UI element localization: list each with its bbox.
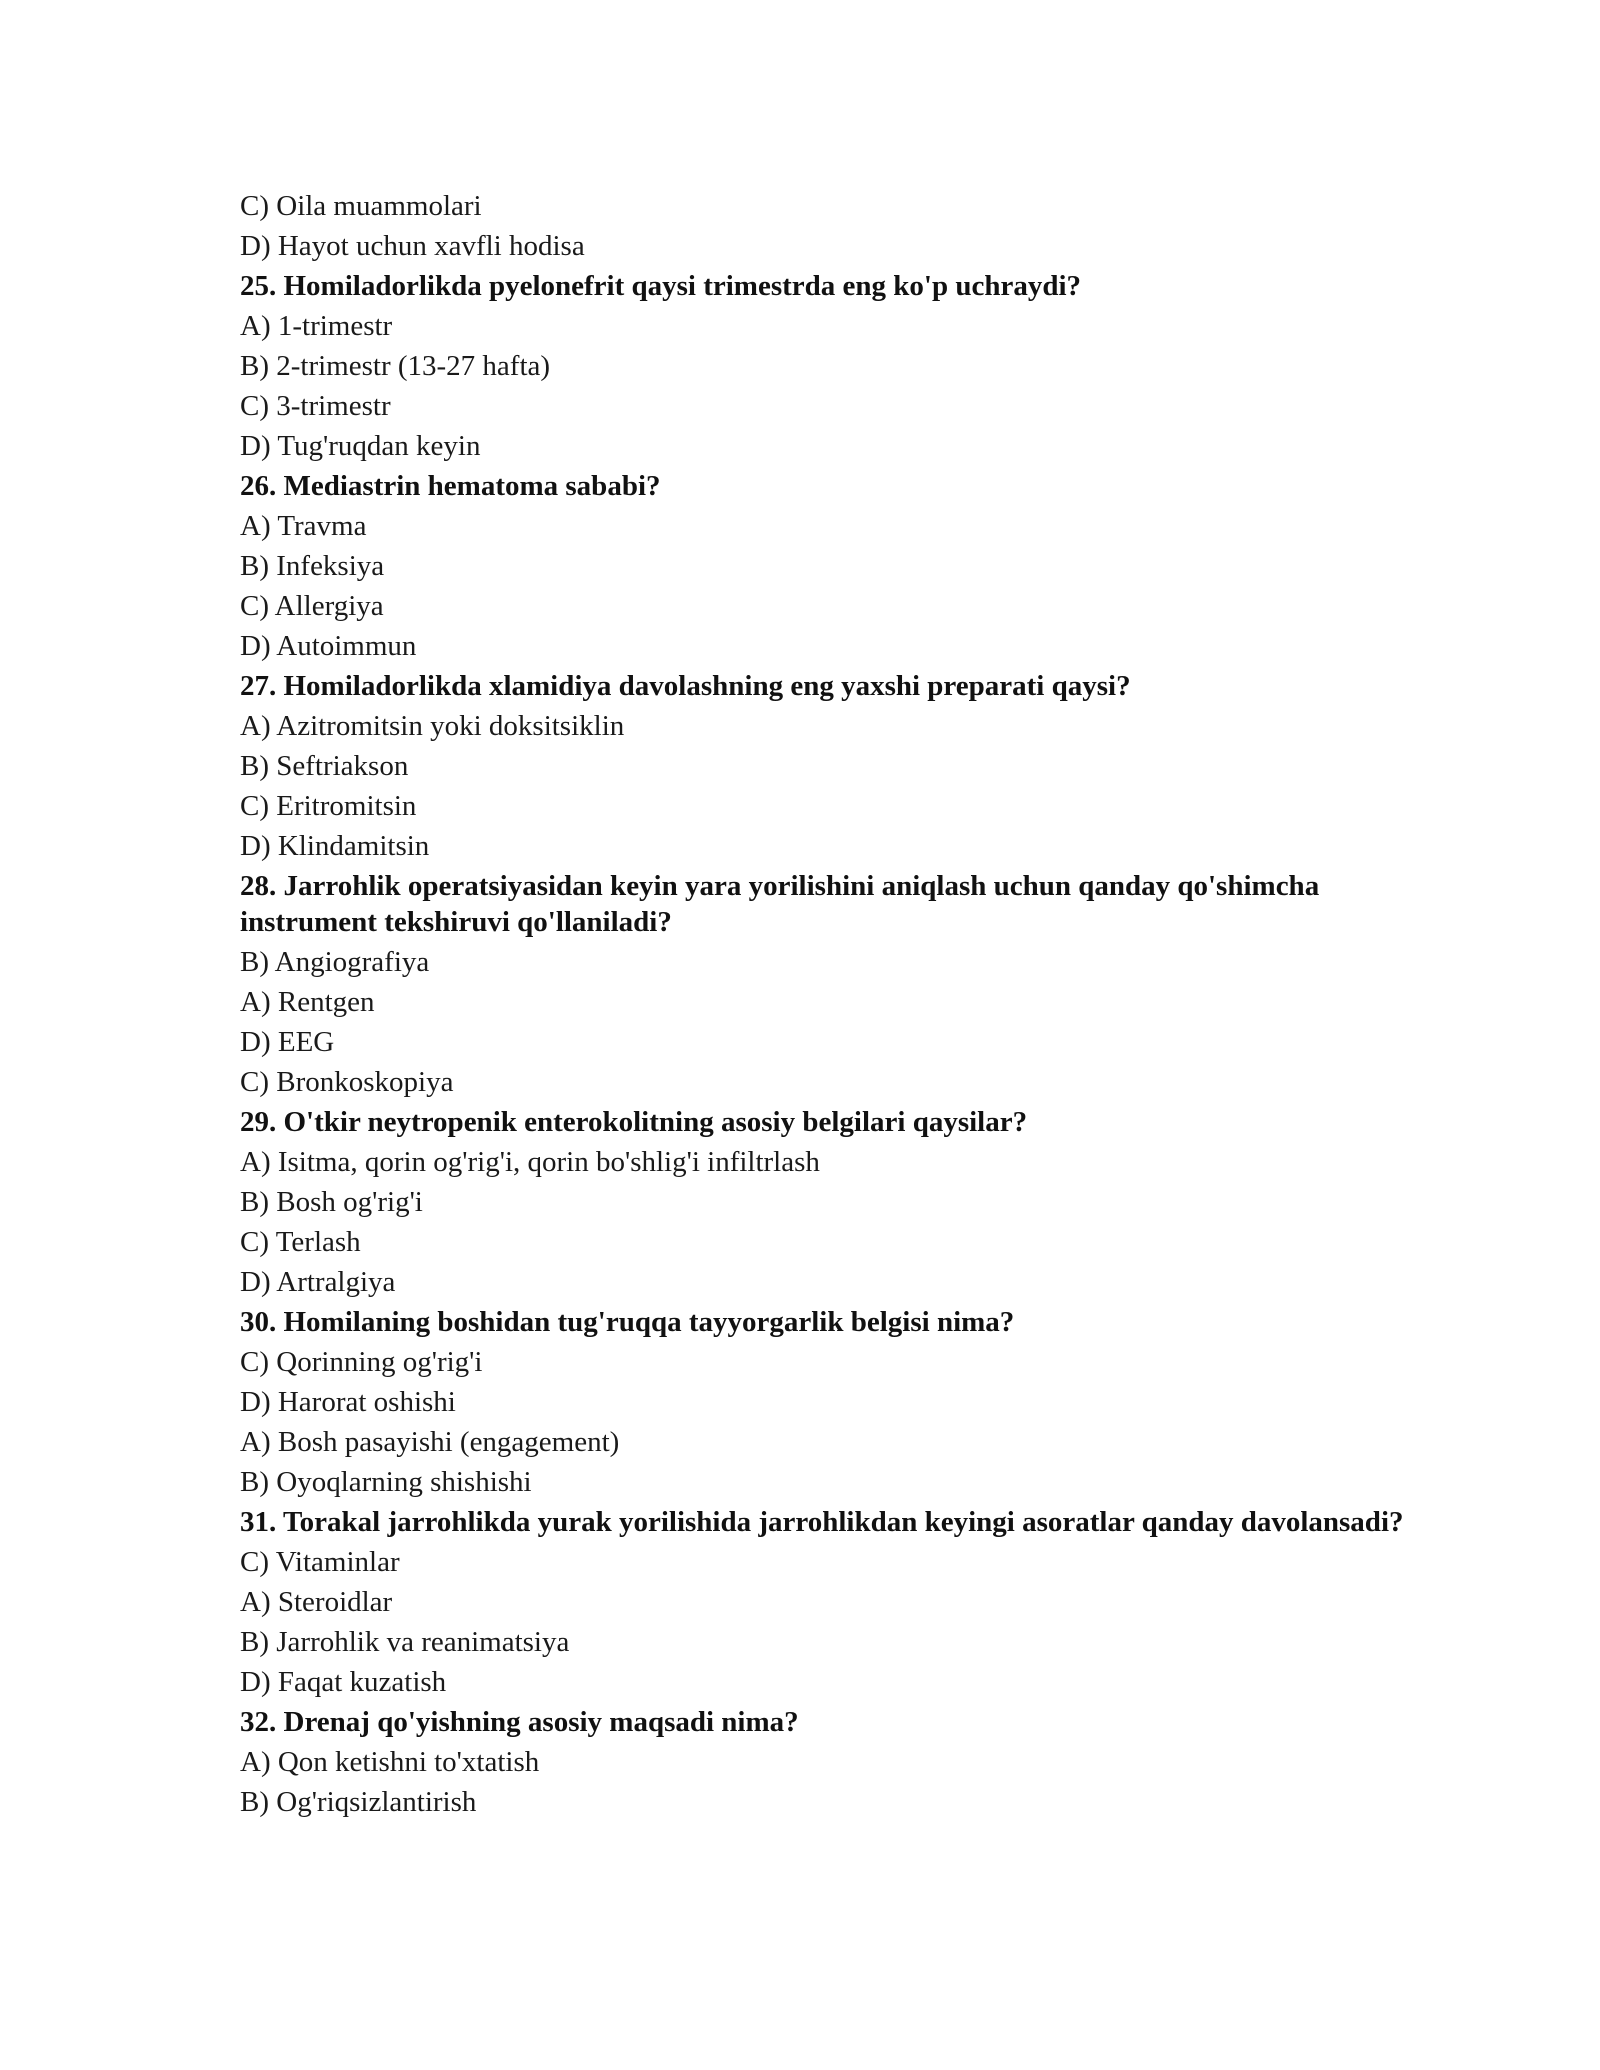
question-heading: 26. Mediastrin hematoma sababi? <box>240 470 661 502</box>
answer-option: D) Faqat kuzatish <box>240 1666 447 1698</box>
answer-option: D) Harorat oshishi <box>240 1386 456 1418</box>
answer-option: D) Artralgiya <box>240 1266 396 1298</box>
answer-option: C) Eritromitsin <box>240 790 417 822</box>
answer-option: D) Tug'ruqdan keyin <box>240 430 481 462</box>
answer-option: D) EEG <box>240 1026 335 1058</box>
answer-option: B) Seftriakson <box>240 750 409 782</box>
answer-option: A) Bosh pasayishi (engagement) <box>240 1426 620 1458</box>
answer-option: D) Autoimmun <box>240 630 417 662</box>
answer-option: A) Steroidlar <box>240 1586 393 1618</box>
answer-option: D) Hayot uchun xavfli hodisa <box>240 230 585 262</box>
answer-option: C) Bronkoskopiya <box>240 1066 454 1098</box>
answer-option: A) Travma <box>240 510 367 542</box>
answer-option: B) 2-trimestr (13-27 hafta) <box>240 350 551 382</box>
answer-option: A) Azitromitsin yoki doksitsiklin <box>240 710 625 742</box>
answer-option: B) Oyoqlarning shishishi <box>240 1466 532 1498</box>
question-heading: 28. Jarrohlik operatsiyasidan keyin yara yorilishini aniqlash uchun qanday qo'shimcha instrument tekshiruvi qo'llaniladi? <box>240 870 1320 938</box>
answer-option: C) 3-trimestr <box>240 390 391 422</box>
answer-option: C) Vitaminlar <box>240 1546 400 1578</box>
answer-option: B) Angiografiya <box>240 946 430 978</box>
answer-option: C) Qorinning og'rig'i <box>240 1346 483 1378</box>
question-heading: 27. Homiladorlikda xlamidiya davolashning eng yaxshi preparati qaysi? <box>240 670 1131 702</box>
answer-option: A) Qon ketishni to'xtatish <box>240 1746 540 1778</box>
answer-option: A) Rentgen <box>240 986 375 1018</box>
answer-option: B) Infeksiya <box>240 550 385 582</box>
answer-option: D) Klindamitsin <box>240 830 430 862</box>
answer-option: C) Terlash <box>240 1226 361 1258</box>
answer-option: C) Allergiya <box>240 590 384 622</box>
answer-option: B) Bosh og'rig'i <box>240 1186 423 1218</box>
document-page <box>240 186 1420 1822</box>
question-heading: 29. O'tkir neytropenik enterokolitning asosiy belgilari qaysilar? <box>240 1106 1028 1138</box>
question-heading: 30. Homilaning boshidan tug'ruqqa tayyorgarlik belgisi nima? <box>240 1306 1015 1338</box>
answer-option: A) Isitma, qorin og'rig'i, qorin bo'shlig'i infiltrlash <box>240 1146 820 1178</box>
answer-option: B) Og'riqsizlantirish <box>240 1786 477 1818</box>
question-heading: 31. Torakal jarrohlikda yurak yorilishida jarrohlikdan keyingi asoratlar qanday davolansadi? <box>240 1506 1404 1538</box>
answer-option: C) Oila muammolari <box>240 190 482 222</box>
question-heading: 32. Drenaj qo'yishning asosiy maqsadi nima? <box>240 1706 799 1738</box>
question-heading: 25. Homiladorlikda pyelonefrit qaysi trimestrda eng ko'p uchraydi? <box>240 270 1082 302</box>
answer-option: A) 1-trimestr <box>240 310 393 342</box>
answer-option: B) Jarrohlik va reanimatsiya <box>240 1626 570 1658</box>
